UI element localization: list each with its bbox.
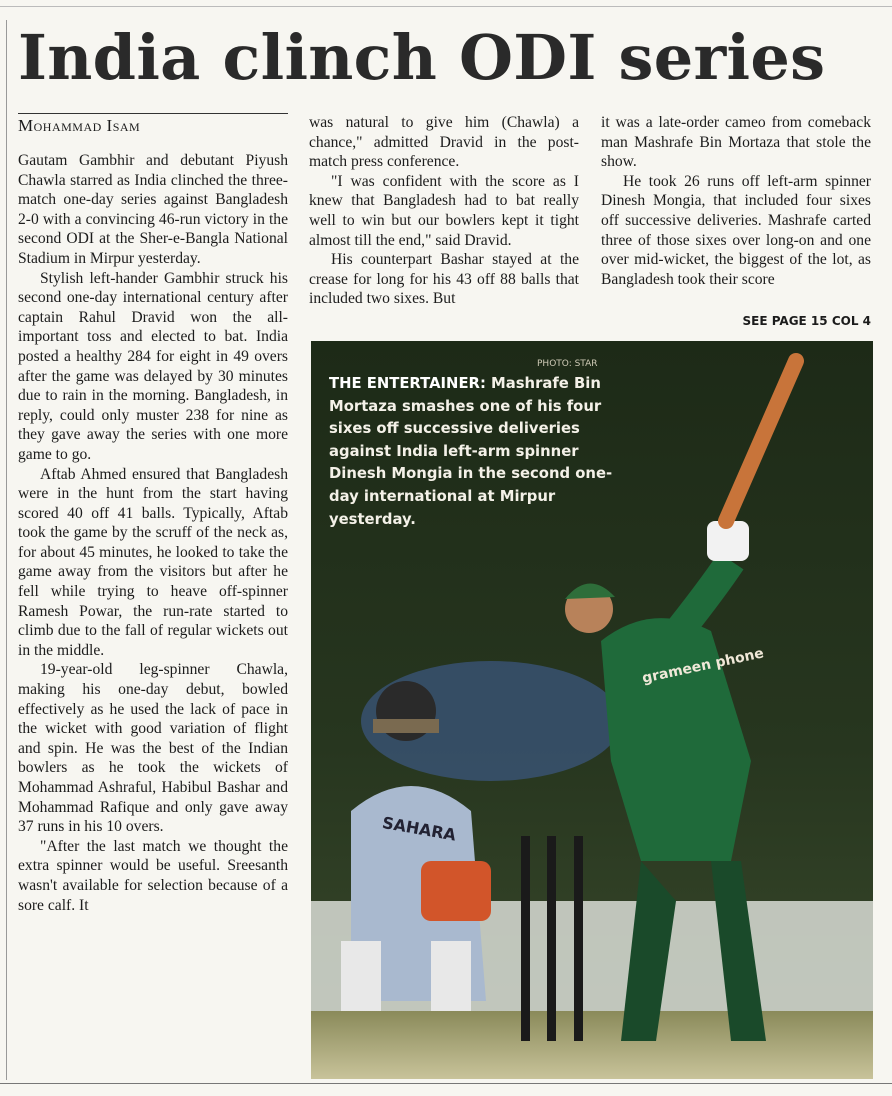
byline: Mohammad Isam	[18, 113, 288, 137]
news-photo	[311, 341, 873, 1079]
keeper-jersey-text: SAHARA	[380, 812, 458, 845]
photo-credit: PHOTO: STAR	[537, 359, 598, 369]
caption-text: Mashrafe Bin Mortaza smashes one of his four sixes off successive deliveries against India left-arm spinner Dinesh Mongia in the second one-day international at Mirpur yesterday.	[329, 375, 613, 528]
continuation-jump: SEE PAGE 15 COL 4	[742, 314, 871, 328]
pitch-ground	[311, 1011, 873, 1079]
batsman-jersey-text: grameen phone	[640, 645, 766, 687]
headline: India clinch ODI series	[18, 21, 826, 94]
paragraph: "I was confident with the score as I knew that Bangladesh had to bat really well to win but our bowlers kept it tight almost till the end," said Dravid.	[309, 172, 579, 249]
caption-lead: THE ENTERTAINER:	[329, 375, 486, 392]
left-column-rule	[6, 20, 7, 1080]
paragraph: Stylish left-hander Gambhir struck his second one-day international century after captain Rahul Dravid won the all-important toss and elected to bat. India posted a healthy 284 for eight in 49 overs after the game was delayed by 30 minutes due to rain in the morning. Bangladesh, in reply, could only muster 238 for nine as they gave away the series with one more game to go.	[18, 269, 288, 463]
paragraph: Aftab Ahmed ensured that Bangladesh were in the hunt from the start having scored 40 off 41 balls. Typically, Aftab took the game by the scruff of the neck as, for about 45 minutes, he looked to take the game away from the visitors but after he fell while trying to heave off-spinner Ramesh Powar, the run-rate started to climb due to the fall of regular wickets out in the middle.	[18, 465, 288, 659]
paragraph: Gautam Gambhir and debutant Piyush Chawla starred as India clinched the three-match one-day series against Bangladesh 2-0 with a convincing 46-run victory in the second ODI at the Sher-e-Bangla National Stadium in Mirpur yesterday.	[18, 152, 288, 267]
article-column-3	[601, 113, 871, 319]
top-rule	[0, 0, 892, 7]
paragraph: 19-year-old leg-spinner Chawla, making his one-day debut, bowled effectively as he used the lack of pace in the wicket with good variation of flight and spin. He was the best of the Indian bowlers as he took the wickets of Mohammad Ashraful, Habibul Bashar and Mohammad Rafique and only gave away 37 runs in his 10 overs.	[18, 661, 288, 836]
paragraph: "After the last match we thought the extra spinner would be useful. Sreesanth wasn't available for selection because of a sore calf. It	[18, 837, 288, 914]
paragraph: He took 26 runs off left-arm spinner Dinesh Mongia, that included four sixes off successive deliveries. Mashrafe carted three of those sixes over long-on and one over mid-wicket, the biggest of the lot, as Bangladesh took their score	[601, 172, 871, 288]
article-column-1	[18, 151, 288, 1077]
paragraph: was natural to give him (Chawla) a chance," admitted Dravid in the post-match press conference.	[309, 114, 579, 171]
paragraph: it was a late-order cameo from comeback man Mashrafe Bin Mortaza that stole the show.	[601, 114, 871, 171]
paragraph: His counterpart Bashar stayed at the crease for long for his 43 off 88 balls that included two sixes. But	[309, 251, 579, 308]
bottom-rule	[0, 1083, 892, 1084]
article-column-2	[309, 113, 579, 333]
photo-caption	[329, 373, 629, 531]
